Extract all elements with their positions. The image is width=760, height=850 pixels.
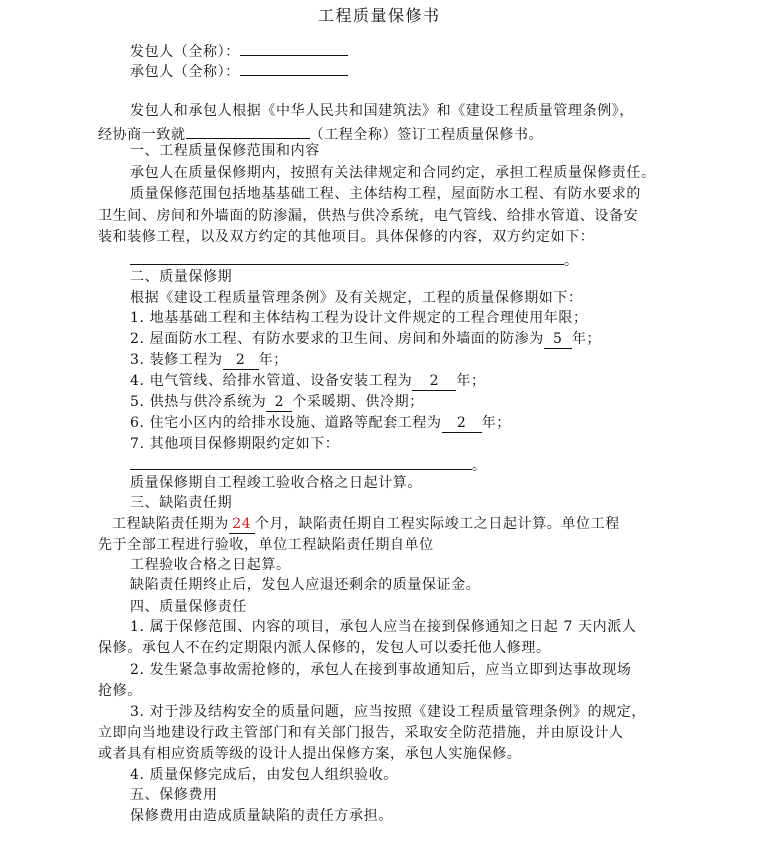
- document-title: 工程质量保修书: [318, 6, 441, 25]
- period-item-5-unit: 个采暖期、供冷期；: [292, 394, 424, 410]
- section-5-heading: 五、保修费用: [130, 787, 218, 803]
- warranty-content-field[interactable]: [130, 247, 564, 265]
- section-1-heading: 一、工程质量保修范围和内容: [130, 143, 320, 159]
- section-2-intro: 根据《建设工程质量管理条例》及有关规定，工程的质量保修期如下：: [130, 290, 583, 306]
- period-item-1: 1. 地基基础工程和主体结构工程为设计文件规定的工程合理使用年限；: [130, 310, 588, 326]
- period-item-6-text: 6. 住宅小区内的给排水设施、道路等配套工程为: [130, 415, 442, 431]
- contractor-name-field[interactable]: [240, 58, 348, 76]
- period-item-3-unit: 年；: [258, 352, 288, 368]
- section-1-para-2-line-3: 装和装修工程，以及双方约定的其他项目。具体保修的内容，双方约定如下：: [98, 229, 595, 245]
- period-item-4-text: 4. 电气管线、给排水管道、设备安装工程为: [130, 373, 413, 389]
- responsibility-2-line-1: 2. 发生紧急事故需抢修的，承包人在接到事故通知后，应当立即到达事故现场: [130, 662, 632, 678]
- period-item-5-text: 5. 供热与供冷系统为: [130, 394, 267, 410]
- period-mark: 。: [564, 253, 579, 269]
- responsibility-4: 4. 质量保修完成后，由发包人组织验收。: [130, 767, 398, 783]
- responsibility-1-line-2: 保修。承包人不在约定期限内派人保修的，发包人可以委托他人修理。: [98, 640, 551, 656]
- period-item-3-text: 3. 装修工程为: [130, 352, 223, 368]
- responsibility-2-line-2: 抢修。: [98, 683, 142, 699]
- defect-period-line: [112, 514, 620, 534]
- responsibility-3-line-2: 立即向当地建设行政主管部门和有关部门报告，采取安全防范措施，并由原设计人: [98, 725, 624, 741]
- period-item-2-unit: 年；: [571, 331, 602, 347]
- project-name-field[interactable]: [186, 121, 310, 139]
- period-item-4: [130, 371, 486, 391]
- period-item-6-unit: 年；: [481, 415, 511, 431]
- defect-period-text-end: 个月，缺陷责任期自工程实际竣工之日起计算。单位工程: [254, 516, 620, 532]
- defect-period-line-2: 先于全部工程进行验收，单位工程缺陷责任期自单位: [98, 537, 434, 553]
- defect-months-field[interactable]: 24: [229, 516, 255, 534]
- section-2-closing: 质量保修期自工程竣工验收合格之日起计算。: [130, 475, 422, 491]
- section-1-para-2-line-2: 卫生间、房间和外墙面的防渗漏，供热与供冷系统，电气管线、给排水管道、设备安: [98, 208, 639, 224]
- responsibility-3-line-1: 3. 对于涉及结构安全的质量问题，应当按照《建设工程质量管理条例》的规定，: [130, 704, 647, 720]
- period-mark-2: 。: [472, 458, 487, 474]
- contractor-line: [130, 58, 348, 82]
- period-item-6: [130, 413, 511, 433]
- waterproof-years-field[interactable]: 5: [544, 331, 572, 349]
- defect-period-line-3: 工程验收合格之日起算。: [130, 557, 291, 573]
- defect-period-text: 工程缺陷责任期为: [112, 516, 229, 532]
- heating-periods-field[interactable]: 2: [266, 394, 292, 412]
- period-item-7: 7. 其他项目保修期限约定如下：: [130, 436, 340, 452]
- installation-years-field[interactable]: 2: [412, 373, 456, 391]
- responsibility-3-line-3: 或者具有相应资质等级的设计人提出保修方案，承包人实施保修。: [98, 746, 522, 762]
- other-items-field[interactable]: [130, 452, 472, 470]
- employer-label: 发包人（全称）：: [130, 44, 240, 60]
- section-4-heading: 四、质量保修责任: [130, 599, 247, 615]
- section-1-para-1: 承包人在质量保修期内，按照有关法律规定和合同约定，承担工程质量保修责任。: [130, 165, 656, 181]
- period-item-4-unit: 年；: [456, 373, 486, 389]
- section-5-para: 保修费用由造成质量缺陷的责任方承担。: [130, 808, 393, 824]
- section-3-heading: 三、缺陷责任期: [130, 495, 233, 511]
- deposit-return-line: 缺陷责任期终止后，发包人应退还剩余的质量保证金。: [130, 577, 481, 593]
- intro-text-start: 经协商一致就: [98, 127, 186, 143]
- section-1-para-2-line-1: 质量保修范围包括地基基础工程、主体结构工程，屋面防水工程、有防水要求的: [130, 186, 641, 202]
- period-item-3: [130, 350, 288, 370]
- supporting-works-years-field[interactable]: 2: [442, 415, 482, 433]
- intro-line-1: 发包人和承包人根据《中华人民共和国建筑法》和《建设工程质量管理条例》，: [130, 103, 634, 119]
- period-item-2: [130, 329, 601, 349]
- period-item-2-text: 2. 屋面防水工程、有防水要求的卫生间、房间和外墙面的防渗为: [130, 331, 544, 347]
- responsibility-1-line-1: 1. 属于保修范围、内容的项目，承包人应当在接到保修通知之日起 7 天内派人: [130, 619, 637, 635]
- decoration-years-field[interactable]: 2: [223, 352, 259, 370]
- section-2-heading: 二、质量保修期: [130, 269, 233, 285]
- contractor-label: 承包人（全称）：: [130, 64, 240, 80]
- employer-name-field[interactable]: [240, 38, 348, 56]
- period-item-5: [130, 392, 424, 412]
- intro-text-end: （工程全称）签订工程质量保修书。: [309, 127, 544, 143]
